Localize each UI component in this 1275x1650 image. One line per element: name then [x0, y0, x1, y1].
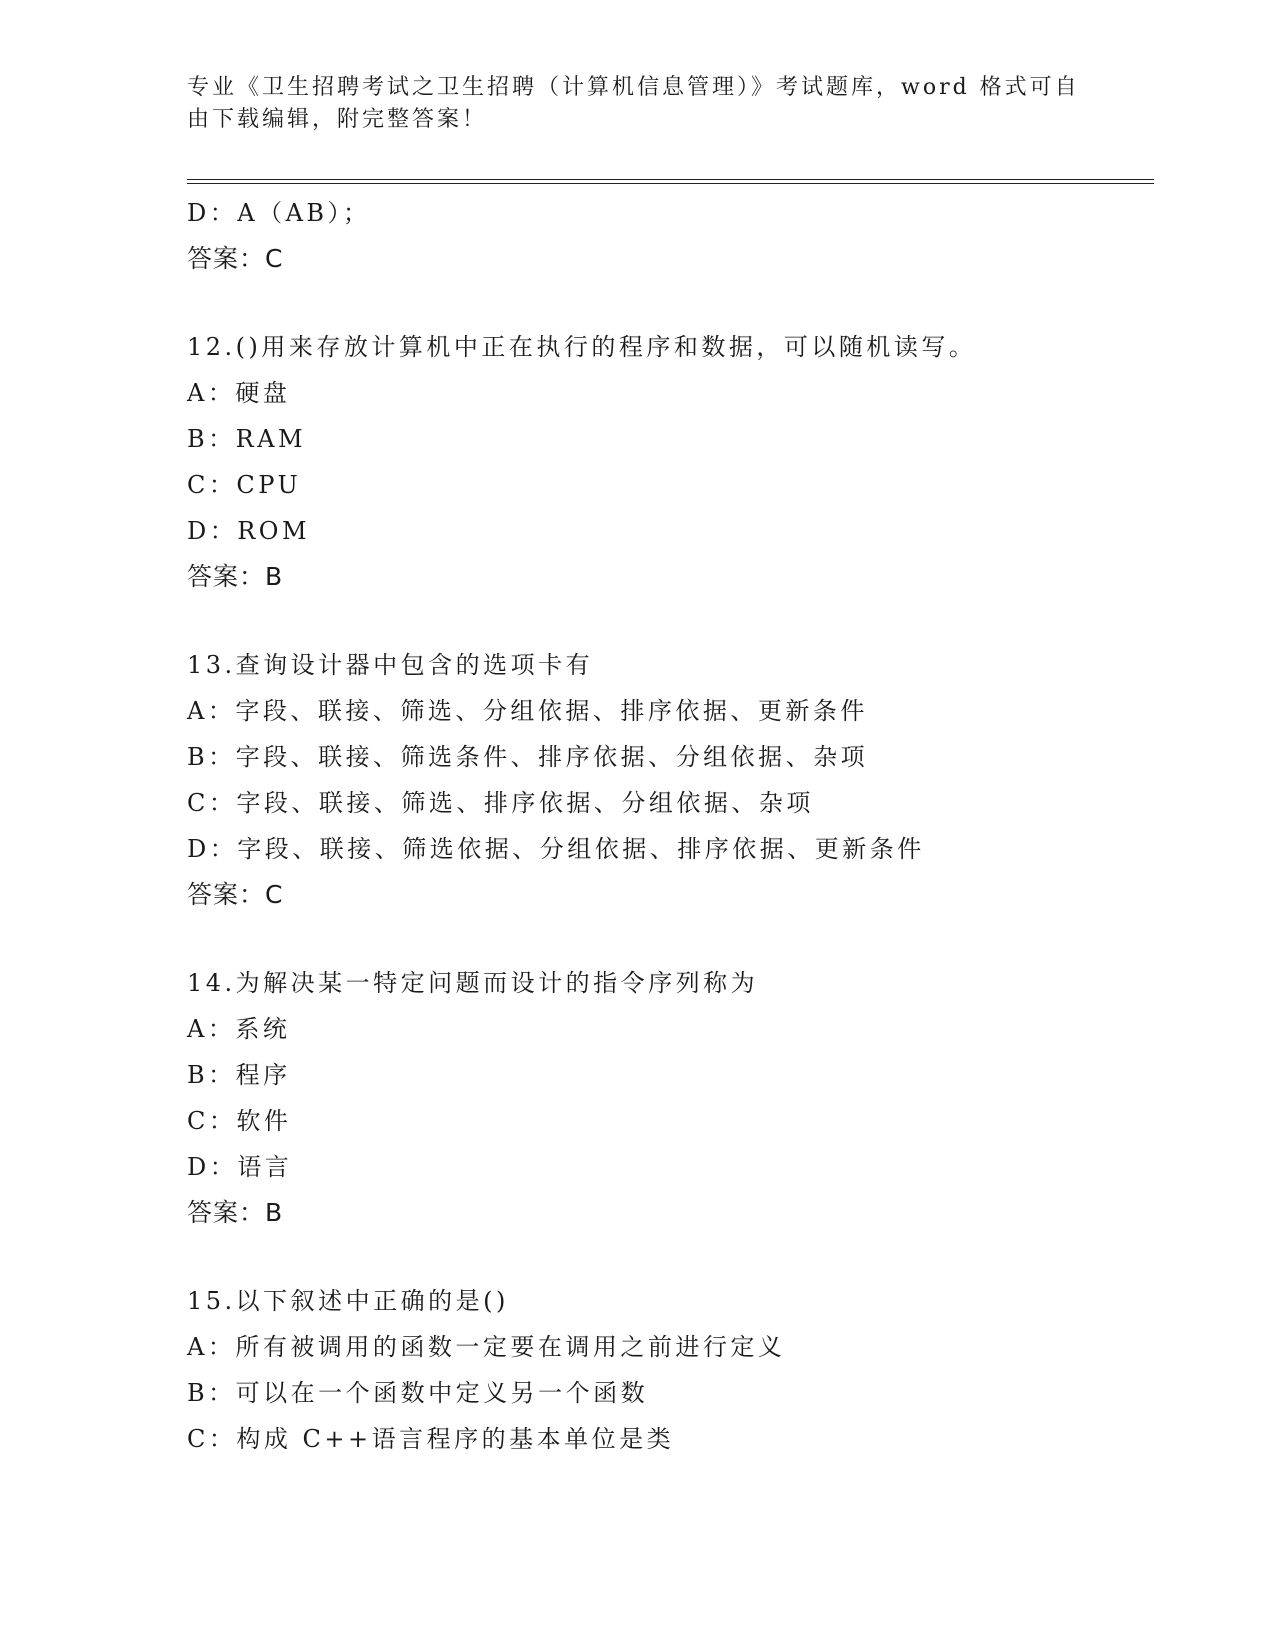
option-c: C：CPU [187, 471, 302, 499]
spacer [187, 918, 1167, 960]
option-d: D：ROM [187, 517, 311, 545]
option-d: D：A（AB）； [187, 199, 371, 227]
option-b: B：字段、联接、筛选条件、排序依据、分组依据、杂项 [187, 743, 869, 771]
question-stem: 12.()用来存放计算机中正在执行的程序和数据，可以随机读写。 [187, 333, 977, 361]
option-a: A：字段、联接、筛选、分组依据、排序依据、更新条件 [187, 697, 868, 725]
spacer [187, 1236, 1167, 1278]
question-list [187, 190, 1167, 1462]
option-b: B：程序 [187, 1061, 291, 1089]
document-header [187, 72, 1087, 136]
answer: 答案：C [187, 244, 284, 273]
question-stem: 15.以下叙述中正确的是() [187, 1287, 509, 1315]
option-a: A：所有被调用的函数一定要在调用之前进行定义 [187, 1333, 786, 1361]
spacer [187, 282, 1167, 324]
header-divider-top [187, 179, 1154, 180]
option-b: B：可以在一个函数中定义另一个函数 [187, 1379, 649, 1407]
answer: 答案：B [187, 562, 284, 591]
header-line-1: 专业《卫生招聘考试之卫生招聘（计算机信息管理）》考试题库，word 格式可自 [187, 75, 1080, 100]
option-a: A：系统 [187, 1015, 291, 1043]
header-line-2: 由下载编辑，附完整答案！ [187, 107, 488, 132]
header-divider-bottom [187, 183, 1154, 184]
option-b: B：RAM [187, 425, 307, 453]
spacer [187, 600, 1167, 642]
option-c: C：构成 C++语言程序的基本单位是类 [187, 1425, 675, 1453]
option-d: D：字段、联接、筛选依据、分组依据、排序依据、更新条件 [187, 835, 925, 863]
option-a: A：硬盘 [187, 379, 291, 407]
option-c: C：软件 [187, 1107, 292, 1135]
question-stem: 14.为解决某一特定问题而设计的指令序列称为 [187, 969, 759, 997]
answer: 答案：B [187, 1198, 284, 1227]
option-c: C：字段、联接、筛选、排序依据、分组依据、杂项 [187, 789, 814, 817]
option-d: D：语言 [187, 1153, 293, 1181]
question-stem: 13.查询设计器中包含的选项卡有 [187, 651, 594, 679]
answer: 答案：C [187, 880, 284, 909]
